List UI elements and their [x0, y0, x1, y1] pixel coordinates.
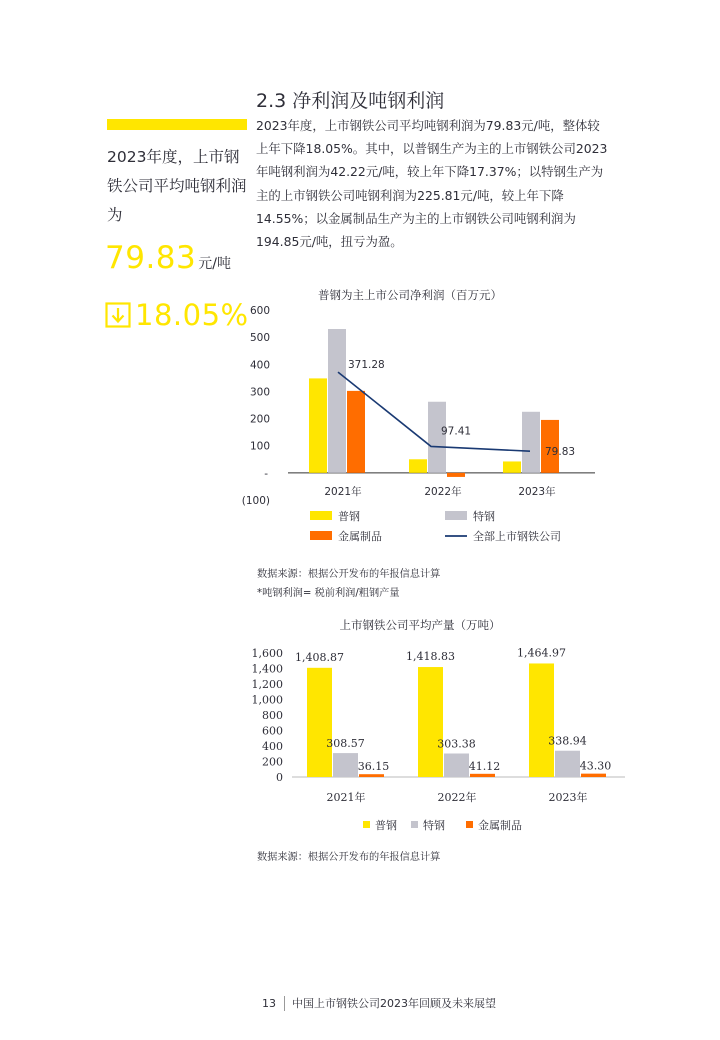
legend-label: 特钢: [473, 510, 495, 523]
x-category-label: 2022年: [437, 791, 477, 804]
y-tick-label: 800: [262, 709, 283, 722]
legend-swatch: [466, 821, 473, 828]
bar-特钢: [333, 753, 358, 777]
bar-普钢: [418, 667, 443, 777]
bar-金属制品: [470, 774, 495, 777]
x-category-label: 2023年: [518, 486, 556, 498]
line-data-label: 79.83: [545, 446, 576, 459]
legend-swatch: [445, 511, 467, 520]
sidebar-highlight-text: 2023年度，上市钢铁公司平均吨钢利润为: [107, 148, 247, 224]
bar-金属制品: [581, 774, 606, 777]
line-data-label: 97.41: [441, 425, 472, 438]
bar-特钢: [522, 412, 540, 473]
legend-swatch: [411, 821, 418, 828]
legend-label: 普钢: [375, 819, 397, 832]
y-tick-label: 300: [249, 386, 270, 399]
bar-data-label: 338.94: [548, 734, 587, 748]
y-tick-label: (100): [241, 495, 270, 507]
y-tick-label: 1,600: [251, 647, 283, 660]
y-tick-label: 400: [249, 359, 270, 372]
y-tick-label: 1,200: [251, 678, 283, 691]
report-title: 中国上市钢铁公司2023年回顾及未来展望: [292, 997, 496, 1010]
line-data-label: 371.28: [348, 359, 385, 372]
chart-title: 上市钢铁公司平均产量（万吨）: [339, 618, 501, 632]
bar-特钢: [555, 751, 580, 777]
legend-swatch: [310, 531, 332, 540]
highlight-value-number: 79.83: [105, 240, 197, 276]
chart2-source-note: 数据来源：根据公开发布的年报信息计算: [257, 852, 441, 863]
legend-label: 普钢: [338, 510, 360, 523]
page-footer: [262, 995, 496, 1011]
bar-普钢: [409, 459, 427, 473]
x-category-label: 2021年: [326, 791, 366, 804]
bar-普钢: [309, 378, 327, 472]
bar-data-label: 308.57: [326, 737, 365, 751]
chart1-source-note: 数据来源：根据公开发布的年报信息计算: [257, 569, 441, 580]
y-tick-label: 1,000: [251, 693, 283, 707]
bar-data-label: 43.30: [579, 759, 612, 773]
x-category-label: 2021年: [324, 486, 362, 498]
highlight-change: [105, 298, 249, 332]
x-category-label: 2023年: [548, 791, 588, 804]
legend-swatch: [310, 511, 332, 520]
production-chart: [240, 612, 640, 842]
bar-普钢: [503, 461, 521, 472]
bar-特钢: [444, 753, 469, 777]
chart-title: 普钢为主上市公司净利润（百万元）: [318, 288, 502, 302]
legend-label: 金属制品: [478, 819, 522, 832]
y-tick-label: 200: [262, 755, 283, 769]
bar-data-label: 1,464.97: [517, 646, 566, 660]
bar-金属制品: [347, 391, 365, 473]
bar-data-label: 303.38: [437, 737, 476, 751]
bar-data-label: 41.12: [468, 759, 501, 773]
bar-data-label: 1,408.87: [295, 650, 344, 664]
footer-divider: [284, 996, 285, 1011]
bar-特钢: [328, 329, 346, 473]
y-tick-label: 0: [276, 771, 283, 784]
y-tick-label: 200: [249, 413, 270, 426]
y-tick-label: -: [264, 467, 268, 480]
down-arrow-box-icon: [105, 302, 131, 328]
legend-swatch: [363, 821, 370, 828]
legend-label: 全部上市钢铁公司: [473, 530, 561, 543]
highlight-change-percent: 18.05%: [135, 298, 249, 332]
y-tick-label: 1,400: [251, 662, 283, 676]
bar-data-label: 36.15: [357, 760, 390, 774]
net-profit-chart: [240, 280, 640, 555]
bar-金属制品: [447, 473, 465, 477]
y-tick-label: 400: [262, 740, 283, 753]
section-title: 2.3 净利润及吨钢利润: [256, 90, 445, 112]
x-category-label: 2022年: [424, 486, 462, 498]
y-tick-label: 100: [249, 440, 270, 453]
legend-label: 特钢: [423, 819, 445, 832]
section-body-text: 2023年度，上市钢铁公司平均吨钢利润为79.83元/吨，整体较上年下降18.05%。其中，以普钢生产为主的上市钢铁公司2023年吨钢利润为42.22元/吨，较上年下降17.37%；以特钢生产为主的上市钢铁公司吨钢利润为225.81元/吨，较上年下降14.55%；以金属制品生产为主的上市钢铁公司吨钢利润为194.85元/吨，扭亏为盈。: [256, 118, 608, 250]
bar-金属制品: [359, 774, 384, 777]
yellow-accent-bar: [107, 119, 247, 130]
highlight-value: [105, 240, 231, 276]
page-number: 13: [262, 996, 276, 1010]
y-tick-label: 600: [249, 305, 270, 317]
bar-data-label: 1,418.83: [406, 650, 455, 664]
chart1-definition-note: *吨钢利润= 税前利润/粗钢产量: [257, 588, 400, 599]
y-tick-label: 500: [249, 332, 270, 345]
legend-label: 金属制品: [338, 530, 382, 543]
bar-普钢: [529, 663, 554, 777]
highlight-value-unit: 元/吨: [198, 256, 231, 272]
y-tick-label: 600: [262, 724, 283, 738]
bar-普钢: [307, 668, 332, 777]
